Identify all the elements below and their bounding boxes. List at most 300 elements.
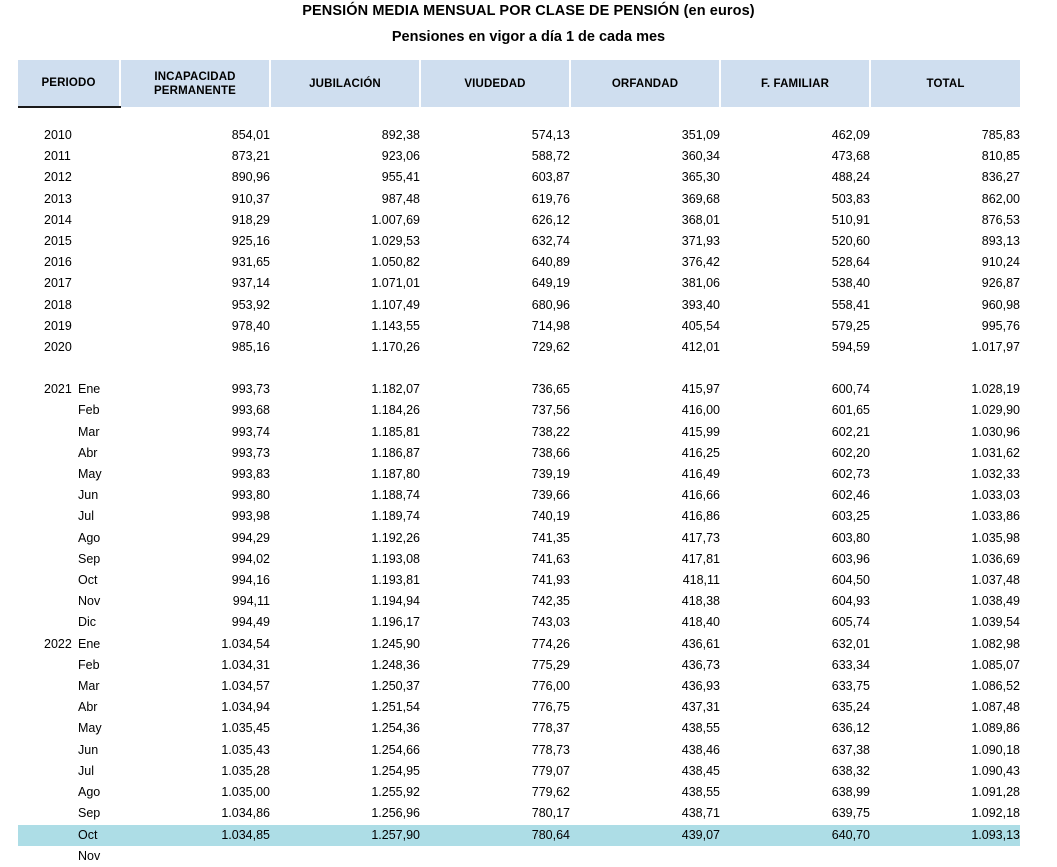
row-value-cell: 926,87 — [981, 276, 1020, 291]
row-month-label: Abr — [78, 700, 98, 715]
spacer-cell — [570, 107, 720, 125]
row-period-cell — [18, 295, 120, 316]
row-value-cell: 436,73 — [681, 657, 720, 672]
row-value-cell: 1.188,74 — [371, 488, 420, 503]
row-year-label: 2014 — [44, 212, 72, 227]
table-row[interactable] — [18, 337, 1020, 358]
row-value-cell: 638,99 — [831, 785, 870, 800]
row-year-label: 2016 — [44, 255, 72, 270]
row-value-cell: 436,93 — [681, 679, 720, 694]
table-row[interactable] — [18, 316, 1020, 337]
row-value-cell: 626,12 — [531, 212, 570, 227]
row-value-cell: 633,75 — [831, 679, 870, 694]
pension-table — [18, 60, 1020, 867]
row-value-cell: 1.033,03 — [971, 488, 1020, 503]
table-row[interactable] — [18, 506, 1020, 527]
row-value-cell: 416,25 — [681, 445, 720, 460]
row-month-label: Abr — [78, 445, 98, 460]
row-month-label: May — [78, 467, 102, 482]
row-value-cell: 993,73 — [231, 445, 270, 460]
row-month-label: Jul — [78, 509, 94, 524]
column-header-periodo: PERIODO — [18, 60, 120, 107]
row-month-label: Mar — [78, 679, 100, 694]
row-value-cell: 776,00 — [531, 679, 570, 694]
table-container — [0, 60, 1057, 867]
row-value-cell: 994,11 — [232, 594, 270, 609]
row-value-cell: 1.038,49 — [971, 594, 1020, 609]
row-value-cell: 439,07 — [570, 825, 720, 846]
row-year-label: 2011 — [44, 149, 71, 164]
row-value-cell: 741,93 — [531, 573, 570, 588]
row-value-cell: 937,14 — [231, 276, 270, 291]
row-value-cell: 1.182,07 — [371, 382, 420, 397]
row-value-cell: 365,30 — [681, 170, 720, 185]
row-period-cell — [18, 591, 120, 612]
table-row[interactable] — [18, 846, 1020, 867]
spacer-cell — [720, 358, 870, 379]
row-value-cell: 1.090,18 — [971, 742, 1020, 757]
row-value-cell: 741,35 — [531, 530, 570, 545]
row-value-cell: 1.034,94 — [221, 700, 270, 715]
table-row[interactable] — [18, 443, 1020, 464]
table-row[interactable] — [18, 295, 1020, 316]
row-value-cell: 1.254,95 — [371, 763, 420, 778]
row-value-cell: 1.035,45 — [221, 721, 270, 736]
spacer-cell — [270, 358, 420, 379]
row-value-cell: 923,06 — [381, 149, 420, 164]
row-value-cell: 602,73 — [831, 467, 870, 482]
row-value-cell: 893,13 — [981, 234, 1020, 249]
row-value-cell: 1.185,81 — [371, 424, 420, 439]
row-value-cell: 416,86 — [681, 509, 720, 524]
row-value-cell: 1.035,00 — [221, 785, 270, 800]
row-value-cell: 1.017,97 — [971, 340, 1020, 355]
row-month-label: Feb — [78, 657, 100, 672]
row-value-cell: 738,66 — [531, 445, 570, 460]
row-value-cell: 739,66 — [531, 488, 570, 503]
row-value-cell: 739,19 — [531, 467, 570, 482]
row-value-cell: 1.030,96 — [971, 424, 1020, 439]
row-value-cell: 1.090,43 — [971, 763, 1020, 778]
row-month-label: Oct — [78, 827, 98, 842]
row-value-cell: 473,68 — [831, 149, 870, 164]
table-body — [18, 107, 1020, 867]
row-value-cell: 778,37 — [531, 721, 570, 736]
spacer-cell — [120, 358, 270, 379]
spacer-cell — [870, 107, 1020, 125]
row-value-cell: 993,68 — [231, 403, 270, 418]
row-value-cell: 601,65 — [831, 403, 870, 418]
row-value-cell: 1.034,86 — [221, 806, 270, 821]
row-value-cell: 774,26 — [531, 636, 570, 651]
row-value-cell: 918,29 — [231, 212, 270, 227]
row-value-cell: 635,24 — [831, 700, 870, 715]
row-period-cell — [18, 443, 120, 464]
row-period-cell — [18, 337, 120, 358]
table-header — [18, 60, 1020, 107]
row-value-cell: 418,40 — [681, 615, 720, 630]
row-value-cell: 360,34 — [681, 149, 720, 164]
row-value-cell: 417,73 — [681, 530, 720, 545]
spacer-cell — [18, 358, 120, 379]
row-value-cell: 736,65 — [531, 382, 570, 397]
row-value-cell: 417,81 — [681, 551, 720, 566]
row-period-cell — [18, 485, 120, 506]
row-value-cell: 1.184,26 — [371, 403, 420, 418]
row-value-cell: 503,83 — [831, 191, 870, 206]
row-value-cell: 416,49 — [681, 467, 720, 482]
row-value-cell — [270, 846, 420, 867]
row-value-cell: 638,32 — [831, 763, 870, 778]
row-value-cell — [120, 846, 270, 867]
row-value-cell: 594,59 — [831, 340, 870, 355]
row-month-label: Nov — [78, 848, 101, 863]
row-value-cell: 742,35 — [531, 594, 570, 609]
row-value-cell: 405,54 — [681, 318, 720, 333]
spacer-cell — [870, 358, 1020, 379]
table-row[interactable] — [18, 464, 1020, 485]
row-year-label: 2017 — [44, 276, 72, 291]
row-value-cell: 1.193,08 — [371, 551, 420, 566]
table-row[interactable] — [18, 612, 1020, 633]
table-row[interactable] — [18, 231, 1020, 252]
table-row[interactable] — [18, 718, 1020, 739]
row-value-cell: 1.170,26 — [371, 340, 420, 355]
row-value-cell: 438,55 — [681, 721, 720, 736]
row-period-cell — [18, 422, 120, 443]
row-value-cell: 1.192,26 — [371, 530, 420, 545]
row-period-cell — [18, 231, 120, 252]
row-value-cell: 438,46 — [681, 742, 720, 757]
spacer-cell — [570, 358, 720, 379]
row-value-cell: 376,42 — [681, 255, 720, 270]
row-month-label: Ago — [78, 530, 101, 545]
row-value-cell: 779,62 — [531, 785, 570, 800]
row-value-cell: 993,73 — [231, 382, 270, 397]
row-period-cell — [18, 676, 120, 697]
row-value-cell: 994,49 — [231, 615, 270, 630]
row-period-cell — [18, 740, 120, 761]
row-value-cell: 910,24 — [981, 255, 1020, 270]
row-value-cell: 1.091,28 — [971, 785, 1020, 800]
row-value-cell: 1.029,90 — [971, 403, 1020, 418]
row-value-cell: 780,17 — [531, 806, 570, 821]
row-value-cell — [870, 846, 1020, 867]
table-row[interactable] — [18, 549, 1020, 570]
row-value-cell: 393,40 — [681, 297, 720, 312]
page-subtitle: Pensiones en vigor a día 1 de cada mes — [391, 29, 666, 45]
title-block — [0, 0, 1057, 47]
row-month-label: May — [78, 721, 102, 736]
row-value-cell: 873,21 — [231, 149, 270, 164]
row-value-cell: 978,40 — [231, 318, 270, 333]
row-value-cell: 603,80 — [831, 530, 870, 545]
row-value-cell: 1.187,80 — [371, 467, 420, 482]
row-value-cell: 1.092,18 — [971, 806, 1020, 821]
row-period-cell — [18, 464, 120, 485]
row-value-cell: 854,01 — [231, 128, 270, 142]
row-value-cell: 925,16 — [231, 234, 270, 249]
row-value-cell: 955,41 — [381, 170, 420, 185]
row-value-cell: 637,38 — [831, 742, 870, 757]
row-value-cell: 462,09 — [831, 128, 870, 142]
table-row[interactable] — [18, 634, 1020, 655]
table-row[interactable] — [18, 210, 1020, 231]
row-period-cell — [18, 189, 120, 210]
row-value-cell: 993,83 — [231, 467, 270, 482]
row-value-cell: 953,92 — [231, 297, 270, 312]
row-value-cell: 1.194,94 — [371, 594, 420, 609]
row-period-cell — [18, 528, 120, 549]
row-value-cell: 528,64 — [831, 255, 870, 270]
row-value-cell: 574,13 — [531, 128, 570, 142]
table-row[interactable] — [18, 528, 1020, 549]
row-value-cell: 632,74 — [531, 234, 570, 249]
row-month-label: Nov — [78, 594, 101, 609]
table-row[interactable] — [18, 676, 1020, 697]
row-value-cell: 603,96 — [831, 551, 870, 566]
row-value-cell: 579,25 — [831, 318, 870, 333]
row-period-cell — [18, 210, 120, 231]
row-value-cell: 1.039,54 — [971, 615, 1020, 630]
table-row[interactable] — [18, 697, 1020, 718]
row-period-cell — [18, 273, 120, 294]
row-value-cell: 1.037,48 — [971, 573, 1020, 588]
row-value-cell: 604,93 — [831, 594, 870, 609]
row-value-cell: 603,87 — [531, 170, 570, 185]
row-year-label: 2012 — [44, 170, 72, 185]
row-value-cell: 1.255,92 — [371, 785, 420, 800]
row-value-cell: 993,74 — [231, 424, 270, 439]
table-row[interactable] — [18, 167, 1020, 188]
row-value-cell — [720, 846, 870, 867]
row-value-cell: 438,55 — [681, 785, 720, 800]
table-row[interactable] — [18, 400, 1020, 421]
row-year-label: 2010 — [44, 128, 72, 142]
row-value-cell: 776,75 — [531, 700, 570, 715]
row-period-cell — [18, 655, 120, 676]
row-value-cell: 371,93 — [681, 234, 720, 249]
row-value-cell: 510,91 — [831, 212, 870, 227]
row-value-cell: 605,74 — [831, 615, 870, 630]
row-value-cell: 960,98 — [981, 297, 1020, 312]
table-row[interactable] — [18, 655, 1020, 676]
row-value-cell: 714,98 — [531, 318, 570, 333]
row-month-label: Sep — [78, 551, 101, 566]
row-period-cell — [18, 316, 120, 337]
row-value-cell: 1.031,62 — [971, 445, 1020, 460]
row-month-label: Oct — [78, 573, 98, 588]
row-value-cell: 890,96 — [231, 170, 270, 185]
row-value-cell: 436,61 — [681, 636, 720, 651]
row-period-cell — [18, 379, 120, 400]
row-value-cell: 649,19 — [531, 276, 570, 291]
row-value-cell: 639,75 — [831, 806, 870, 821]
row-value-cell: 1.082,98 — [971, 636, 1020, 651]
row-value-cell: 602,46 — [831, 488, 870, 503]
row-value-cell: 438,45 — [681, 763, 720, 778]
row-value-cell: 1.035,98 — [971, 530, 1020, 545]
row-value-cell: 415,99 — [681, 424, 720, 439]
row-value-cell: 368,01 — [681, 212, 720, 227]
row-value-cell: 1.085,07 — [971, 657, 1020, 672]
column-header-incapacidad-permanente: INCAPACIDAD PERMANENTE — [120, 60, 270, 107]
row-period-cell — [18, 146, 120, 167]
row-value-cell: 640,89 — [531, 255, 570, 270]
row-value-cell: 636,12 — [831, 721, 870, 736]
row-value-cell: 892,38 — [381, 128, 420, 142]
row-value-cell: 862,00 — [981, 191, 1020, 206]
row-period-cell — [18, 846, 120, 867]
row-value-cell: 1.257,90 — [270, 825, 420, 846]
row-value-cell: 778,73 — [531, 742, 570, 757]
row-value-cell: 993,98 — [231, 509, 270, 524]
row-value-cell: 987,48 — [381, 191, 420, 206]
table-row[interactable] — [18, 570, 1020, 591]
row-value-cell: 1.050,82 — [371, 255, 420, 270]
row-period-cell — [18, 506, 120, 527]
row-value-cell: 640,70 — [720, 825, 870, 846]
row-month-label: Dic — [78, 615, 97, 630]
row-value-cell: 604,50 — [831, 573, 870, 588]
row-value-cell: 1.087,48 — [971, 700, 1020, 715]
table-row[interactable] — [18, 379, 1020, 400]
row-value-cell: 1.256,96 — [371, 806, 420, 821]
group-spacer-row — [18, 358, 1020, 379]
row-value-cell: 743,03 — [531, 615, 570, 630]
row-period-cell — [18, 803, 120, 824]
table-row[interactable] — [18, 803, 1020, 824]
row-value-cell: 602,20 — [831, 445, 870, 460]
row-value-cell: 775,29 — [531, 657, 570, 672]
row-value-cell: 520,60 — [831, 234, 870, 249]
row-value-cell: 1.189,74 — [371, 509, 420, 524]
row-value-cell: 836,27 — [981, 170, 1020, 185]
row-value-cell: 1.034,54 — [221, 636, 270, 651]
row-value-cell: 1.035,43 — [221, 742, 270, 757]
row-value-cell: 1.251,54 — [371, 700, 420, 715]
column-header-orfandad: ORFANDAD — [570, 60, 720, 107]
row-value-cell: 416,66 — [681, 488, 720, 503]
row-month-label: Ago — [78, 785, 101, 800]
row-month-label: Ene — [78, 382, 101, 397]
row-period-cell — [18, 549, 120, 570]
row-value-cell: 995,76 — [981, 318, 1020, 333]
row-value-cell: 351,09 — [681, 128, 720, 142]
row-month-label: Feb — [78, 403, 100, 418]
row-value-cell: 876,53 — [981, 212, 1020, 227]
row-period-cell — [18, 167, 120, 188]
row-value-cell: 1.032,33 — [971, 467, 1020, 482]
row-period-cell — [18, 697, 120, 718]
row-month-label: Sep — [78, 806, 101, 821]
row-value-cell: 994,02 — [231, 551, 270, 566]
spacer-cell — [720, 107, 870, 125]
row-value-cell: 1.071,01 — [371, 276, 420, 291]
row-value-cell: 1.034,31 — [221, 657, 270, 672]
row-period-cell — [18, 761, 120, 782]
spacer-cell — [420, 358, 570, 379]
table-row[interactable] — [18, 485, 1020, 506]
row-value-cell: 1.033,86 — [971, 509, 1020, 524]
row-value-cell: 1.250,37 — [371, 679, 420, 694]
row-value-cell: 1.028,19 — [971, 382, 1020, 397]
row-period-cell — [18, 570, 120, 591]
row-value-cell: 1.107,49 — [371, 297, 420, 312]
page-title: PENSIÓN MEDIA MENSUAL POR CLASE DE PENSIÓN (en euros) — [302, 3, 755, 19]
table-row[interactable] — [18, 273, 1020, 294]
table-row[interactable] — [18, 422, 1020, 443]
row-period-cell — [18, 252, 120, 273]
row-value-cell: 810,85 — [981, 149, 1020, 164]
row-value-cell: 633,34 — [831, 657, 870, 672]
row-value-cell: 737,56 — [531, 403, 570, 418]
table-row[interactable] — [18, 591, 1020, 612]
table-row[interactable] — [18, 146, 1020, 167]
table-row[interactable] — [18, 125, 1020, 146]
row-value-cell: 910,37 — [231, 191, 270, 206]
row-value-cell: 381,06 — [681, 276, 720, 291]
row-value-cell: 993,80 — [231, 488, 270, 503]
row-year-label: 2021 — [44, 382, 72, 397]
row-year-label: 2018 — [44, 297, 72, 312]
spacer-cell — [18, 107, 120, 125]
row-value-cell: 1.254,36 — [371, 721, 420, 736]
spacer-cell — [420, 107, 570, 125]
row-value-cell: 418,11 — [682, 573, 720, 588]
row-period-cell — [18, 634, 120, 655]
table-row[interactable] — [18, 252, 1020, 273]
row-value-cell: 538,40 — [831, 276, 870, 291]
table-row[interactable] — [18, 189, 1020, 210]
row-value-cell: 588,72 — [531, 149, 570, 164]
row-value-cell: 603,25 — [831, 509, 870, 524]
row-period-cell — [18, 718, 120, 739]
row-value-cell — [570, 846, 720, 867]
table-row[interactable] — [18, 782, 1020, 803]
row-value-cell: 1.193,81 — [371, 573, 420, 588]
row-value-cell: 1.089,86 — [971, 721, 1020, 736]
row-value-cell: 1.007,69 — [371, 212, 420, 227]
row-value-cell: 729,62 — [531, 340, 570, 355]
row-value-cell: 437,31 — [681, 700, 720, 715]
row-value-cell: 680,96 — [531, 297, 570, 312]
table-row[interactable] — [18, 825, 1020, 846]
column-header-viudedad: VIUDEDAD — [420, 60, 570, 107]
row-month-label: Jun — [78, 488, 99, 503]
row-value-cell: 779,07 — [531, 763, 570, 778]
row-value-cell: 931,65 — [231, 255, 270, 270]
row-value-cell: 1.196,17 — [371, 615, 420, 630]
row-value-cell: 418,38 — [681, 594, 720, 609]
row-value-cell: 1.036,69 — [971, 551, 1020, 566]
row-month-label: Mar — [78, 424, 100, 439]
table-row[interactable] — [18, 740, 1020, 761]
row-value-cell: 780,64 — [420, 825, 570, 846]
row-period-cell — [18, 612, 120, 633]
spacer-cell — [120, 107, 270, 125]
row-value-cell: 985,16 — [231, 340, 270, 355]
spacer-cell — [270, 107, 420, 125]
table-header-row — [18, 60, 1020, 107]
row-value-cell: 1.034,85 — [120, 825, 270, 846]
row-month-label: Jun — [78, 742, 99, 757]
row-value-cell: 1.029,53 — [371, 234, 420, 249]
row-value-cell: 1.086,52 — [971, 679, 1020, 694]
table-row[interactable] — [18, 761, 1020, 782]
column-header-total: TOTAL — [870, 60, 1020, 107]
row-value-cell: 1.143,55 — [371, 318, 420, 333]
